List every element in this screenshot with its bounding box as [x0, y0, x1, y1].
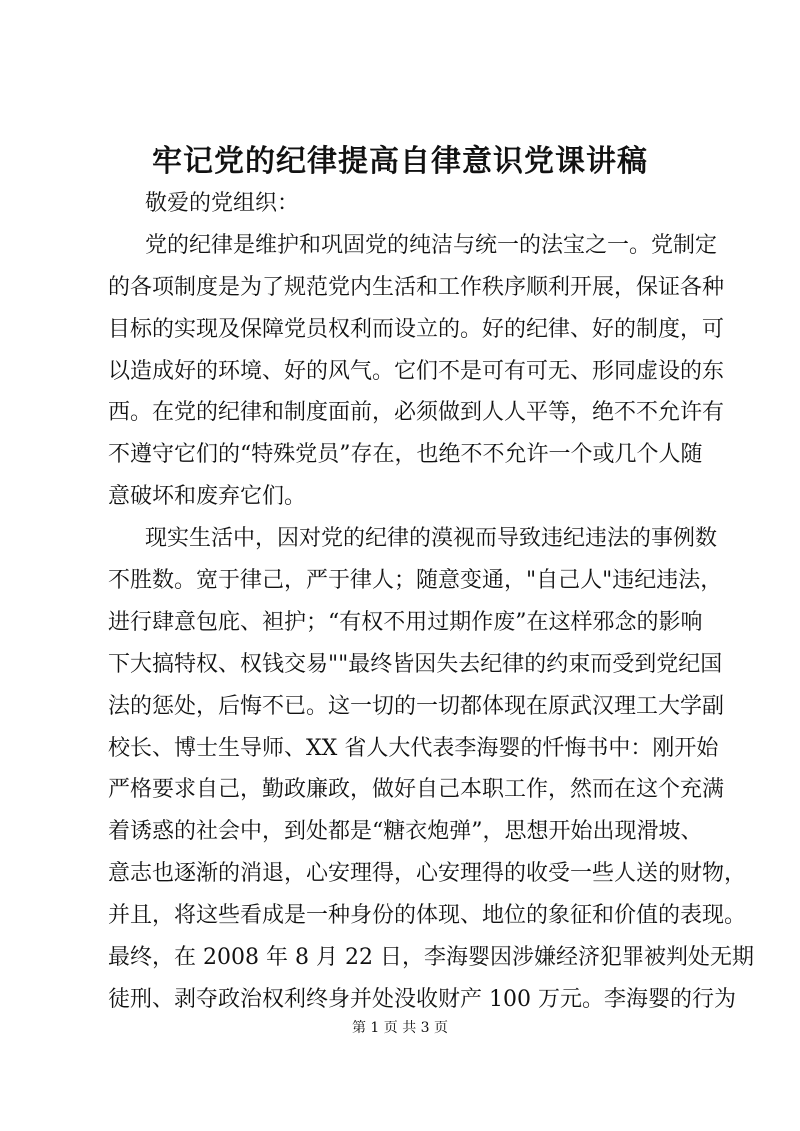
paragraph-line: 以造成好的环境、好的风气。它们不是可有可无、形同虚设的东 — [108, 358, 725, 384]
paragraph-line: 意志也逐渐的消退，心安理得，心安理得的收受一些人送的财物， — [108, 861, 747, 887]
page-number-footer: 第 1 页 共 3 页 — [351, 1020, 449, 1036]
salutation: 敬爱的党组织： — [145, 191, 300, 216]
paragraph-line: 法的惩处，后悔不已。这一切的一切都体现在原武汉理工大学副 — [108, 693, 725, 719]
paragraph-line: 校长、博士生导师、XX 省人大代表李海婴的忏悔书中：刚开始 — [108, 735, 719, 761]
paragraph-line: 并且，将这些看成是一种身份的体现、地位的象征和价值的表现。 — [108, 903, 747, 929]
paragraph-line: 着诱惑的社会中，到处都是“糖衣炮弹”，思想开始出现滑坡、 — [108, 819, 703, 845]
paragraph-line: 目标的实现及保障党员权利而设立的。好的纪律、好的制度，可 — [108, 316, 725, 342]
paragraph-line: 意破坏和废弃它们。 — [108, 484, 307, 510]
paragraph-line: 进行肆意包庇、袒护；“有权不用过期作废”在这样邪念的影响 — [108, 609, 703, 635]
paragraph-1 — [108, 225, 725, 518]
paragraph-line: 党的纪律是维护和巩固党的纯洁与统一的法宝之一。党制定 — [145, 232, 718, 258]
paragraph-line: 不遵守它们的“特殊党员”存在，也绝不不允许一个或几个人随 — [108, 442, 703, 468]
paragraph-line: 现实生活中，因对党的纪律的漠视而导致违纪违法的事例数 — [145, 526, 718, 552]
document-title: 牢记党的纪律提高自律意识党课讲稿 — [152, 144, 648, 179]
paragraph-line: 西。在党的纪律和制度面前，必须做到人人平等，绝不不允许有 — [108, 400, 725, 426]
document-body — [108, 183, 754, 1021]
paragraph-line: 的各项制度是为了规范党内生活和工作秩序顺利开展，保证各种 — [108, 274, 725, 300]
paragraph-line: 不胜数。宽于律己，严于律人；随意变通，"自己人"违纪违法， — [108, 568, 723, 594]
paragraph-line: 下大搞特权、权钱交易""最终皆因失去纪律的约束而受到党纪国 — [108, 651, 723, 677]
paragraph-2 — [108, 518, 754, 1021]
paragraph-line: 徒刑、剥夺政治权利终身并处没收财产 100 万元。李海婴的行为 — [108, 986, 736, 1012]
paragraph-line: 严格要求自己，勤政廉政，做好自己本职工作，然而在这个充满 — [108, 777, 725, 803]
paragraph-line: 最终，在 2008 年 8 月 22 日，李海婴因涉嫌经济犯罪被判处无期 — [108, 945, 754, 971]
